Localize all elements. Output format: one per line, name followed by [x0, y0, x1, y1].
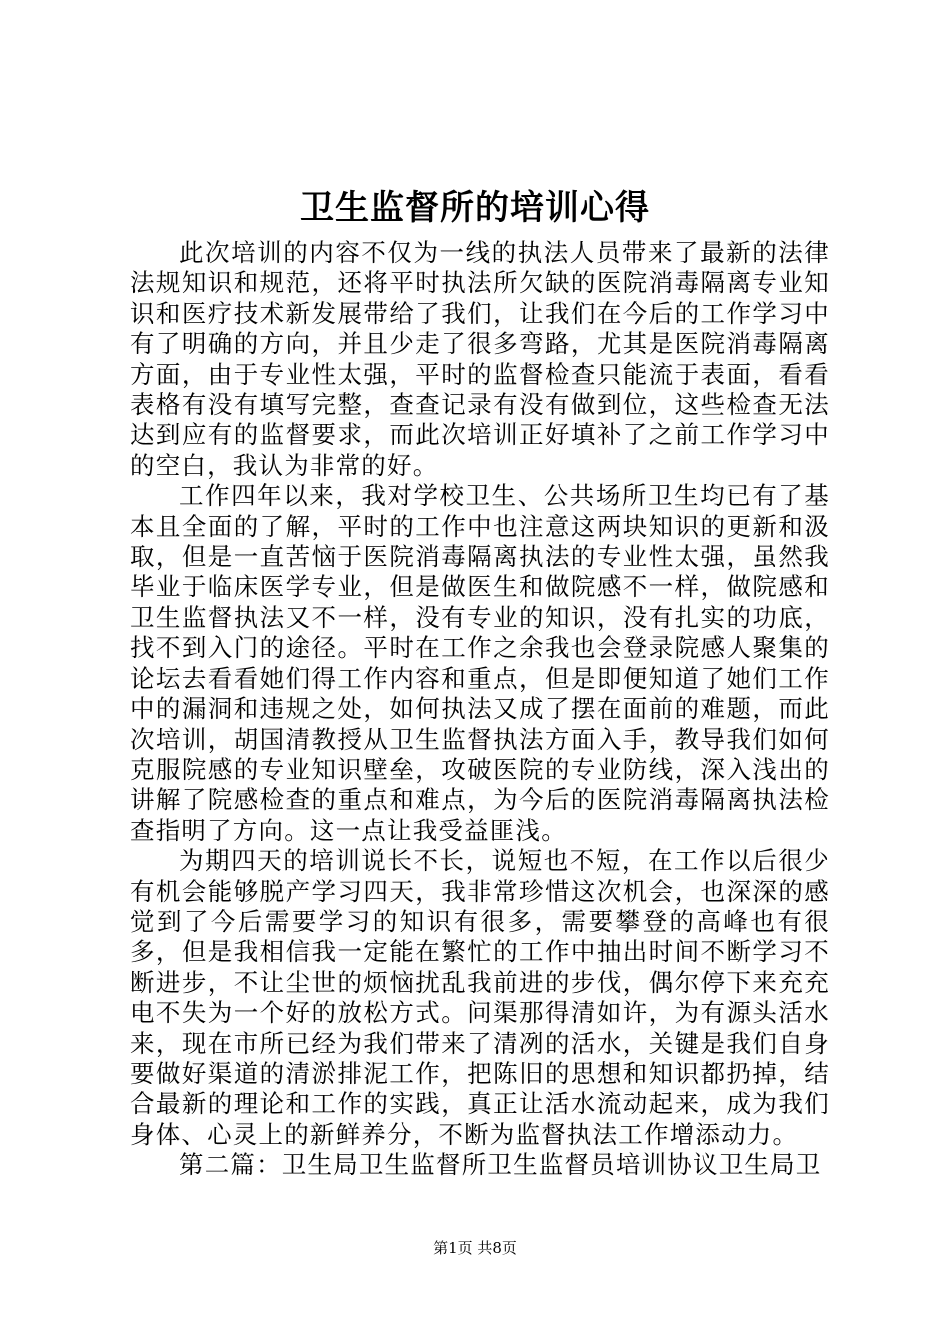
paragraph-1: 此次培训的内容不仅为一线的执法人员带来了最新的法律法规知识和规范，还将平时执法所欠缺的医院消毒隔离专业知识和医疗技术新发展带给了我们，让我们在今后的工作学习中有了明确的方向，并且少走了很多弯路，尤其是医院消毒隔离方面，由于专业性太强，平时的监督检查只能流于表面，看看表格有没有填写完整，查查记录有没有做到位，这些检查无法达到应有的监督要求，而此次培训正好填补了之前工作学习中的空白，我认为非常的好。: [130, 238, 830, 480]
document-body: [130, 238, 830, 1181]
paragraph-3: 为期四天的培训说长不长，说短也不短，在工作以后很少有机会能够脱产学习四天，我非常珍惜这次机会，也深深的感觉到了今后需要学习的知识有很多，需要攀登的高峰也有很多，但是我相信我一定能在繁忙的工作中抽出时间不断学习不断进步，不让尘世的烦恼扰乱我前进的步伐，偶尔停下来充充电不失为一个好的放松方式。问渠那得清如许，为有源头活水来，现在市所已经为我们带来了清冽的活水，关键是我们自身要做好渠道的清淤排泥工作，把陈旧的思想和知识都扔掉，结合最新的理论和工作的实践，真正让活水流动起来，成为我们身体、心灵上的新鲜养分，不断为监督执法工作增添动力。: [130, 846, 830, 1149]
page-number-footer: 第1页 共8页: [433, 1239, 517, 1257]
paragraph-4: 第二篇：卫生局卫生监督所卫生监督员培训协议卫生局卫: [179, 1150, 822, 1180]
document-title: 卫生监督所的培训心得: [300, 188, 650, 228]
paragraph-2: 工作四年以来，我对学校卫生、公共场所卫生均已有了基本且全面的了解，平时的工作中也注意这两块知识的更新和汲取，但是一直苦恼于医院消毒隔离执法的专业性太强，虽然我毕业于临床医学专业，但是做医生和做院感不一样，做院感和卫生监督执法又不一样，没有专业的知识，没有扎实的功底，找不到入门的途径。平时在工作之余我也会登录院感人聚集的论坛去看看她们得工作内容和重点，但是即便知道了她们工作中的漏洞和违规之处，如何执法又成了摆在面前的难题，而此次培训，胡国清教授从卫生监督执法方面入手，教导我们如何克服院感的专业知识壁垒，攻破医院的专业防线，深入浅出的讲解了院感检查的重点和难点，为今后的医院消毒隔离执法检查指明了方向。这一点让我受益匪浅。: [130, 481, 830, 845]
